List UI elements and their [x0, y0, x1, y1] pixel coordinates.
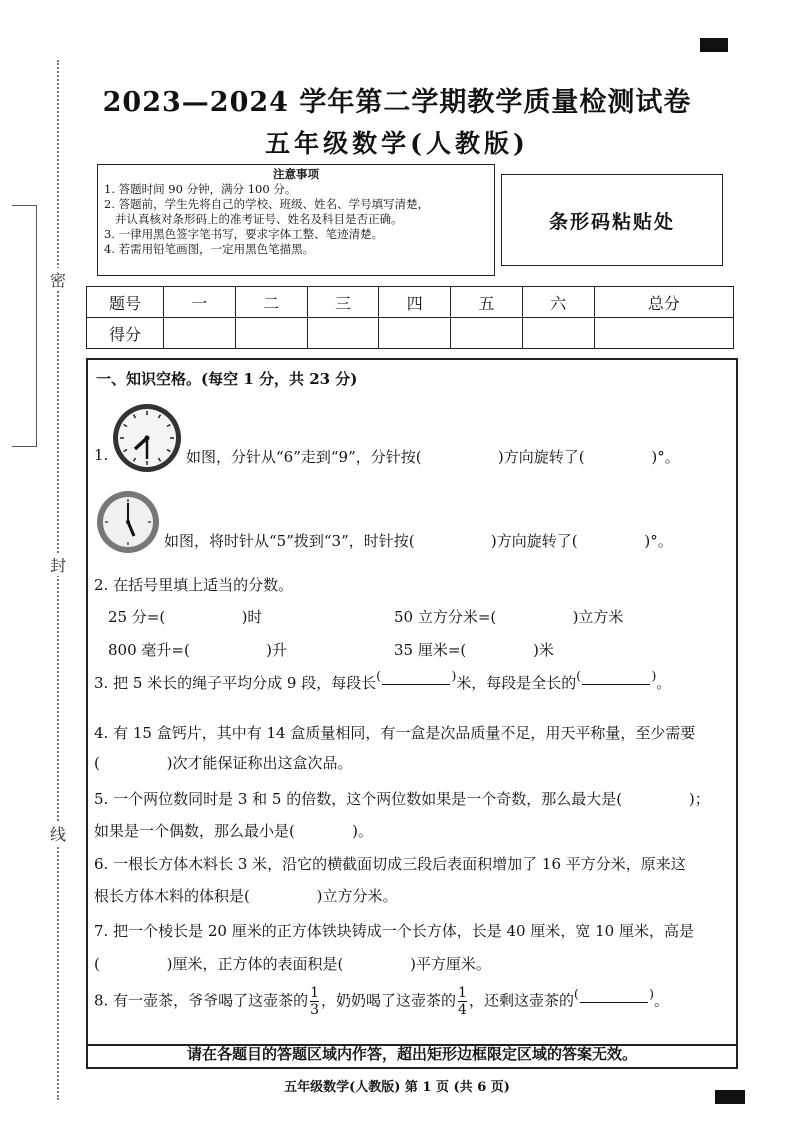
question-8-text: ，还剩这壶茶的 [468, 991, 574, 1010]
fraction [458, 986, 467, 1017]
score-cell[interactable] [164, 318, 236, 349]
question-8-text: 。 [653, 991, 669, 1010]
fraction-denominator: 3 [310, 1002, 320, 1018]
question-7: 7. 把一个棱长是 20 厘米的正方体铁块铸成一个长方体，长是 40 厘米，宽 10 厘米，高是 [94, 922, 694, 940]
fraction-answer-blank[interactable]: ( ) [376, 669, 457, 683]
side-label-feng: 封 [50, 553, 66, 576]
question-2-item: 800 毫升=( )升 [108, 641, 287, 659]
question-2-item: 25 分=( )时 [108, 608, 263, 626]
fraction-answer-blank[interactable]: ( ) [576, 669, 657, 683]
question-6: 6. 一根长方体木料长 3 米，沿它的横截面切成三段后表面积增加了 16 平方分米，原来这 [94, 855, 686, 873]
exam-subtitle: 五年级数学(人教版) [265, 129, 529, 158]
question-3 [94, 669, 671, 699]
score-header: 一 [164, 287, 236, 318]
question-4: ( )次才能保证称出这盒次品。 [94, 754, 353, 772]
binding-strip [12, 205, 37, 447]
score-header: 三 [307, 287, 379, 318]
question-6: 根长方体木料的体积是( )立方分米。 [94, 887, 398, 905]
notice-item: 并认真核对条形码上的准考证号、姓名及科目是否正确。 [104, 212, 403, 226]
question-3-text: 米，每段是全长的 [456, 674, 577, 692]
notice-item: 1. 答题时间 90 分钟，满分 100 分。 [104, 182, 297, 196]
notice-item: 3. 一律用黑色签字笔书写，要求字体工整、笔迹清楚。 [104, 227, 384, 241]
question-5: 如果是一个偶数，那么最小是( )。 [94, 822, 373, 840]
question-8 [94, 986, 669, 1017]
score-header: 五 [451, 287, 523, 318]
score-row-label: 得分 [87, 318, 164, 349]
question-8-text: 8. 有一壶茶，爷爷喝了这壶茶的 [94, 991, 309, 1010]
score-cell[interactable] [594, 318, 733, 349]
corner-marker-top [700, 38, 728, 52]
binding-dotted-line [57, 60, 59, 1100]
fraction-numerator: 1 [310, 985, 320, 1001]
page-footer: 五年级数学(人教版) 第 1 页 (共 6 页) [284, 1080, 510, 1095]
question-2: 2. 在括号里填上适当的分数。 [94, 576, 294, 594]
score-table [86, 286, 734, 349]
question-3-text: 。 [656, 674, 672, 692]
score-cell[interactable] [451, 318, 523, 349]
score-header: 六 [522, 287, 594, 318]
question-5: 5. 一个两位数同时是 3 和 5 的倍数，这个两位数如果是一个奇数，那么最大是( )； [94, 790, 710, 808]
score-cell[interactable] [307, 318, 379, 349]
score-header: 四 [379, 287, 451, 318]
notice-item: 4. 若需用铅笔画图，一定用黑色笔描黑。 [104, 242, 315, 256]
section-title: 一、知识空格。(每空 1 分，共 23 分) [96, 370, 358, 388]
question-8-text: ，奶奶喝了这壶茶的 [321, 991, 457, 1010]
barcode-area[interactable]: 条形码粘贴处 [501, 174, 723, 266]
score-cell[interactable] [379, 318, 451, 349]
question-1b: 如图，将时针从“5”拨到“3”，时针按( )方向旋转了( )°。 [164, 532, 673, 550]
clock-icon [96, 490, 160, 554]
side-label-xian: 线 [50, 822, 66, 845]
question-1a: 如图，分针从“6”走到“9”，分针按( )方向旋转了( )°。 [186, 448, 680, 466]
notice-item: 2. 答题前，学生先将自己的学校、班级、姓名、学号填写清楚， [104, 197, 430, 211]
score-header: 题号 [87, 287, 164, 318]
fraction [310, 986, 319, 1017]
score-header-row [87, 287, 734, 318]
exam-title: 2023—2024 学年第二学期教学质量检测试卷 [102, 87, 692, 118]
score-cell[interactable] [522, 318, 594, 349]
score-cell[interactable] [235, 318, 307, 349]
score-header: 二 [235, 287, 307, 318]
question-7: ( )厘米，正方体的表面积是( )平方厘米。 [94, 955, 491, 973]
question-4: 4. 有 15 盒钙片，其中有 14 盒质量相同，有一盒是次品质量不足，用天平称量，至少需要 [94, 724, 696, 742]
score-header: 总分 [594, 287, 733, 318]
fraction-answer-blank[interactable]: ( ) [573, 986, 654, 1001]
fraction-numerator: 1 [458, 985, 467, 1001]
question-2-item: 35 厘米=( )米 [394, 641, 554, 659]
score-row [87, 318, 734, 349]
question-1-number: 1. [94, 446, 109, 464]
clock-icon [111, 402, 183, 474]
fraction-denominator: 4 [458, 1002, 467, 1018]
notice-title: 注意事项 [273, 167, 319, 181]
answer-area-note: 请在各题目的答题区域内作答，超出矩形边框限定区域的答案无效。 [86, 1042, 738, 1069]
notice-box [97, 164, 495, 276]
question-2-item: 50 立方分米=( )立方米 [394, 608, 624, 626]
side-label-mi: 密 [50, 268, 66, 291]
question-3-text: 3. 把 5 米长的绳子平均分成 9 段，每段长 [94, 674, 377, 692]
